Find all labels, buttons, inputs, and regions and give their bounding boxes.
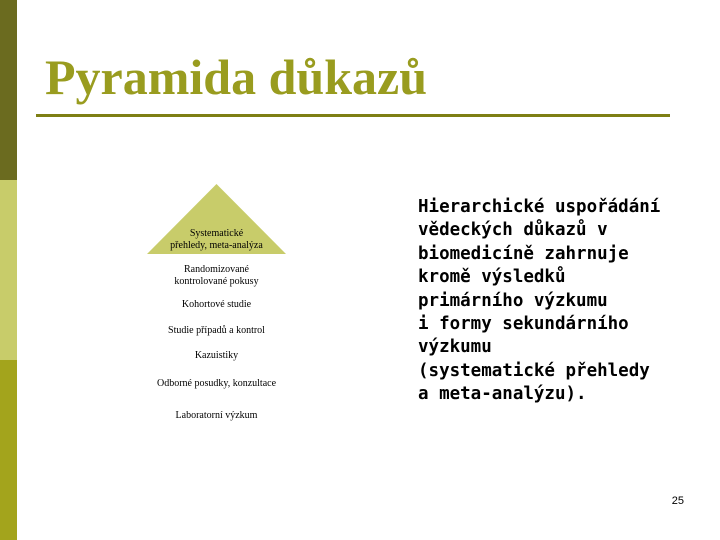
pyramid-level-4-label: Studie případů a kontrol [168, 325, 265, 336]
slide-title: Pyramida důkazů [45, 49, 428, 105]
title-underline [36, 114, 670, 117]
pyramid-level-7-label: Laboratorní výzkum [175, 410, 258, 421]
page-number: 25 [671, 495, 684, 507]
pyramid-level-1-label: Systematické přehledy, meta-analýza [170, 228, 263, 251]
pyramid-level-6-label: Odborné posudky, konzultace [156, 378, 277, 389]
sidebar-segment-top [0, 0, 17, 180]
pyramid-level-3-label: Kohortové studie [181, 299, 252, 310]
sidebar-segment-bottom [0, 360, 17, 540]
sidebar-segment-middle [0, 180, 17, 360]
slide-body-text: Hierarchické uspořádání vědeckých důkazů v biomedicíně zahrnuje kromě výsledků primárního výzkumu i formy sekundárního výzkumu (systematické přehledy a meta-analýzu). [418, 197, 661, 405]
pyramid-level-2-label: Randomizované kontrolované pokusy [174, 264, 259, 287]
evidence-pyramid [147, 184, 286, 435]
pyramid-level-5-label: Kazuistiky [194, 350, 239, 361]
